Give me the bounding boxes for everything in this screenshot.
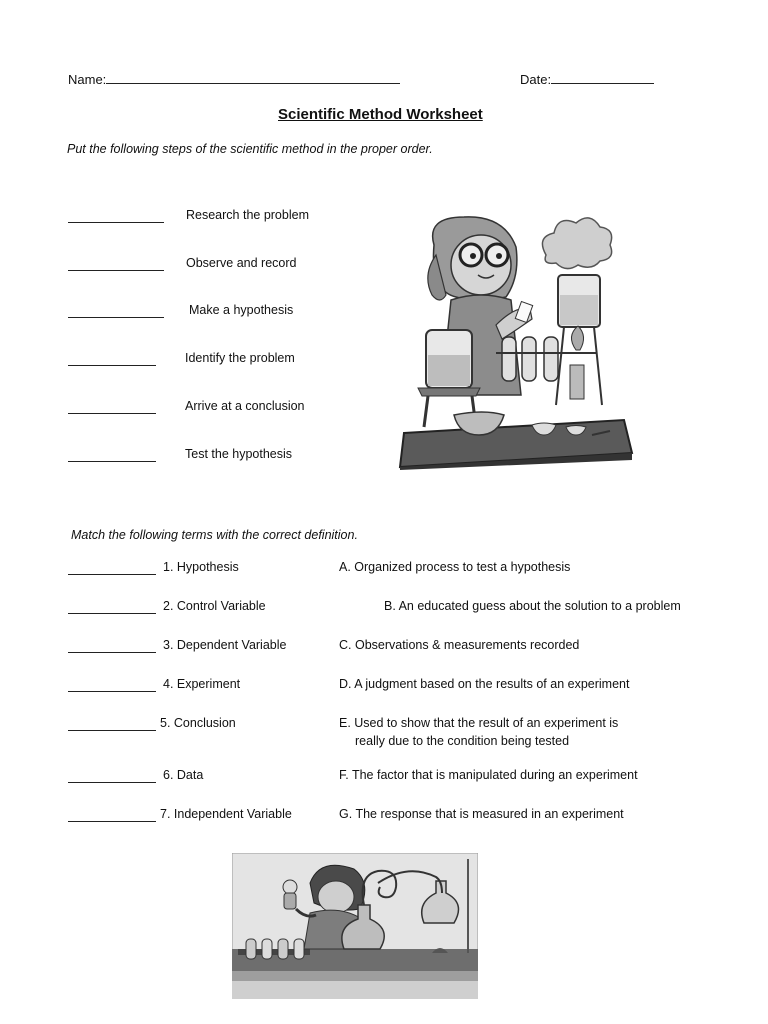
name-blank[interactable] — [106, 71, 400, 84]
name-label-row — [68, 71, 400, 87]
date-label: Date: — [520, 72, 552, 87]
step-label: Test the hypothesis — [185, 447, 293, 461]
term-blank[interactable] — [68, 601, 156, 614]
term-label: 3. Dependent Variable — [163, 638, 287, 652]
step-blank[interactable] — [68, 449, 156, 462]
step-blank[interactable] — [68, 401, 156, 414]
term-blank[interactable] — [68, 809, 156, 822]
term-blank[interactable] — [68, 562, 156, 575]
term-label: 7. Independent Variable — [160, 807, 292, 821]
step-blank[interactable] — [68, 353, 156, 366]
step-label: Observe and record — [186, 256, 297, 270]
term-label: 6. Data — [163, 768, 204, 782]
section2-instruction: Match the following terms with the correct definition. — [71, 528, 358, 542]
step-label: Make a hypothesis — [189, 303, 294, 317]
definition-g: G. The response that is measured in an experiment — [339, 807, 624, 821]
definition-b: B. An educated guess about the solution to a problem — [384, 599, 681, 613]
definition-f: F. The factor that is manipulated during an experiment — [339, 768, 638, 782]
step-blank[interactable] — [68, 210, 164, 223]
scientist-boy-lab-illustration — [232, 853, 478, 999]
definition-a: A. Organized process to test a hypothesis — [339, 560, 571, 574]
term-blank[interactable] — [68, 770, 156, 783]
step-label: Arrive at a conclusion — [185, 399, 305, 413]
term-label: 5. Conclusion — [160, 716, 236, 730]
definition-c: C. Observations & measurements recorded — [339, 638, 580, 652]
term-label: 4. Experiment — [163, 677, 241, 691]
definition-e: E. Used to show that the result of an experiment is — [339, 716, 619, 730]
date-blank[interactable] — [551, 71, 654, 84]
page-title: Scientific Method Worksheet — [278, 106, 483, 123]
term-label: 2. Control Variable — [163, 599, 266, 613]
scientist-girl-lab-illustration — [396, 205, 636, 470]
date-label-row — [520, 71, 654, 87]
term-blank[interactable] — [68, 679, 156, 692]
term-label: 1. Hypothesis — [163, 560, 239, 574]
name-label: Name: — [68, 72, 107, 87]
definition-d: D. A judgment based on the results of an experiment — [339, 677, 630, 691]
step-blank[interactable] — [68, 258, 164, 271]
step-blank[interactable] — [68, 305, 164, 318]
term-blank[interactable] — [68, 640, 156, 653]
step-label: Identify the problem — [185, 351, 295, 365]
definition-e-continued: really due to the condition being tested — [355, 734, 570, 748]
step-label: Research the problem — [186, 208, 309, 222]
term-blank[interactable] — [68, 718, 156, 731]
section1-instruction: Put the following steps of the scientific method in the proper order. — [67, 142, 433, 156]
